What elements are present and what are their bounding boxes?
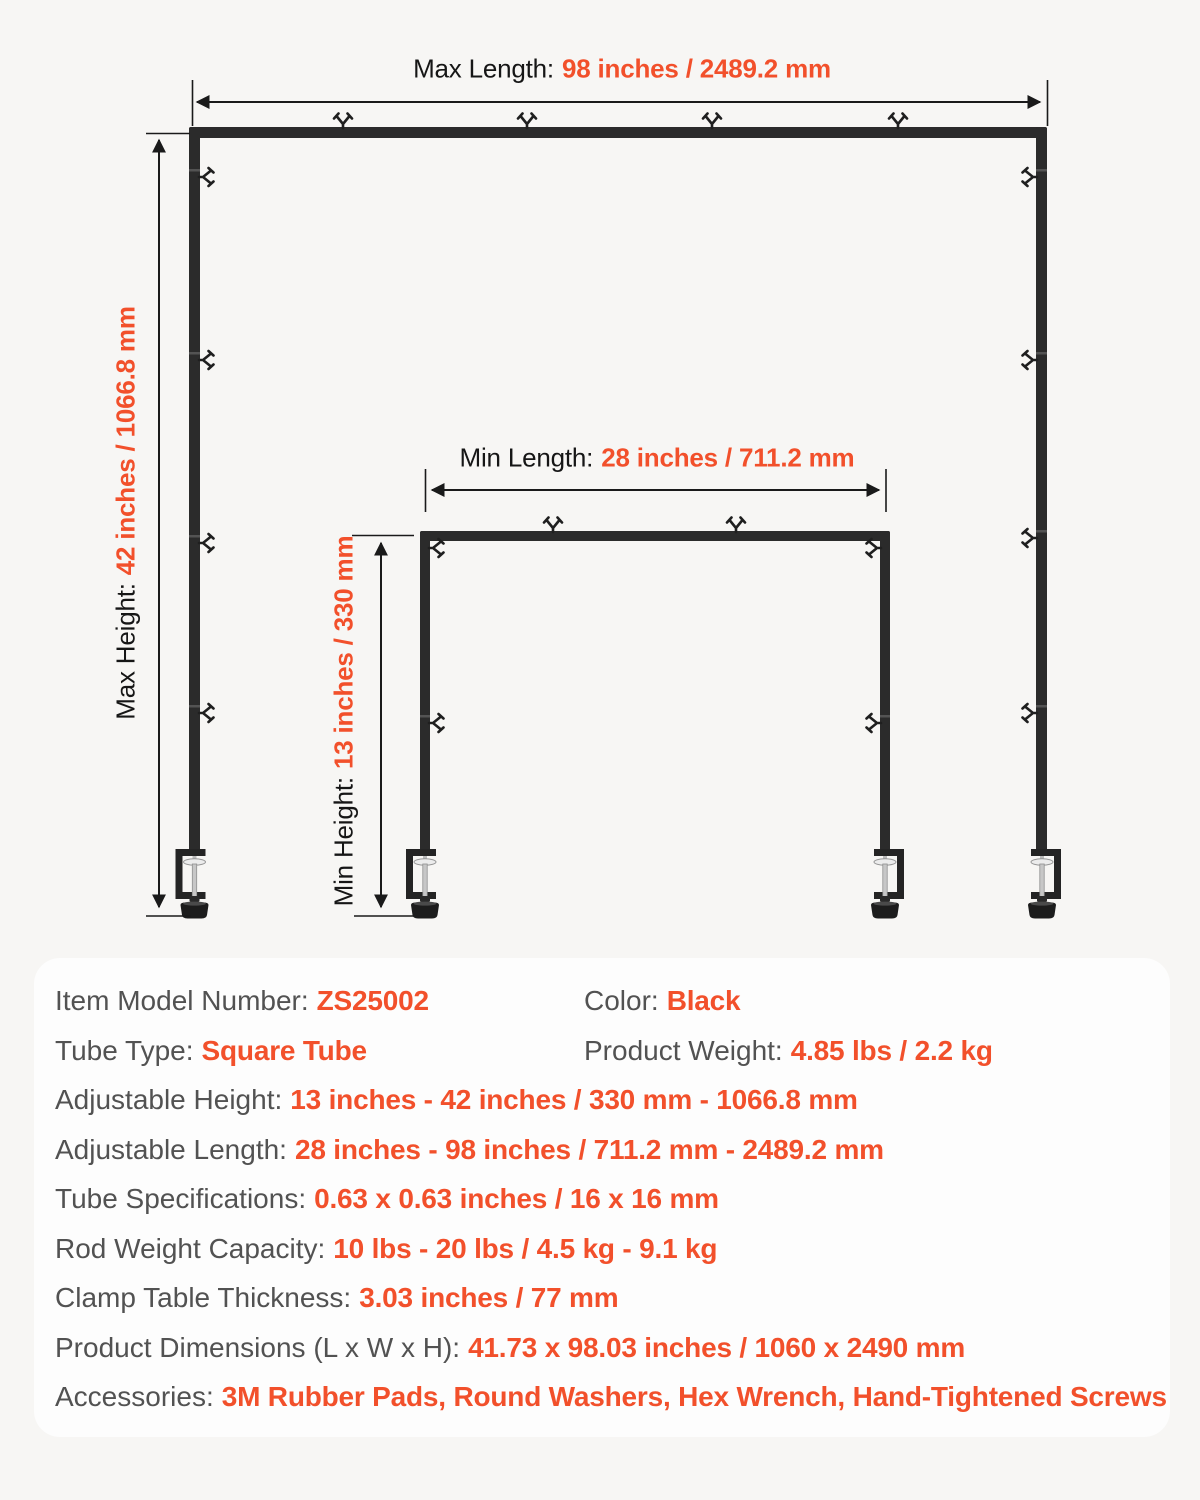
- min-length-dimension-label: [460, 443, 855, 474]
- thumb-screw-icon: [703, 114, 721, 129]
- spec-label: Tube Specifications:: [55, 1183, 307, 1214]
- thumb-screw-icon: [1023, 529, 1038, 547]
- table-clamp-icon: [410, 853, 440, 919]
- table-clamp-icon: [179, 853, 209, 919]
- dimension-value: 28 inches / 711.2 mm: [601, 442, 855, 473]
- spec-label: Product Dimensions (L x W x H):: [55, 1331, 461, 1363]
- spec-label: Accessories:: [55, 1381, 214, 1412]
- table-clamp-icon: [871, 853, 901, 919]
- dimension-value: 98 inches / 2489.2 mm: [561, 53, 831, 84]
- max-length-dimension-label: [413, 54, 831, 85]
- spec-value: 4.85 lbs / 2.2 kg: [790, 1034, 993, 1066]
- spec-value: ZS25002: [316, 985, 429, 1016]
- thumb-screw-icon: [727, 518, 745, 533]
- spec-label: Product Weight:: [584, 1034, 783, 1066]
- dimension-lines: [146, 80, 1048, 916]
- thumb-screw-icon: [867, 714, 882, 732]
- min-height-dimension-label: [329, 536, 360, 907]
- dimension-label: Max Height:: [110, 583, 141, 720]
- table-clamp-icon: [1028, 853, 1058, 919]
- spec-row: [55, 1075, 1170, 1125]
- spec-value: Black: [666, 985, 741, 1016]
- spec-label: Tube Type:: [55, 1034, 194, 1066]
- spec-row: [55, 1372, 1170, 1422]
- spec-value: 13 inches - 42 inches / 330 mm - 1066.8 mm: [290, 1084, 858, 1115]
- thumb-screw-icon: [867, 539, 882, 557]
- dimension-label: Min Height:: [328, 777, 359, 907]
- dimension-value: 42 inches / 1066.8 mm: [110, 306, 141, 576]
- spec-row: [55, 1174, 1170, 1224]
- thumb-screw-icon: [199, 704, 214, 722]
- spec-label: Adjustable Height:: [55, 1084, 283, 1115]
- spec-row: [55, 976, 1170, 1026]
- spec-item: [55, 1035, 367, 1066]
- spec-value: 41.73 x 98.03 inches / 1060 x 2490 mm: [468, 1331, 966, 1363]
- spec-row: [55, 1323, 1170, 1373]
- thumb-screw-icon: [1023, 351, 1038, 369]
- spec-label: Rod Weight Capacity:: [55, 1232, 326, 1264]
- spec-value: 28 inches - 98 inches / 711.2 mm - 2489.2 mm: [294, 1133, 884, 1165]
- thumb-screw-icon: [429, 539, 444, 557]
- spec-panel: [34, 958, 1170, 1437]
- thumb-screw-icon: [889, 114, 907, 129]
- spec-label: Item Model Number:: [55, 985, 309, 1016]
- max-height-dimension-label: [111, 306, 142, 720]
- spec-row: [55, 1125, 1170, 1175]
- spec-row: [55, 1026, 1170, 1076]
- spec-value: 10 lbs - 20 lbs / 4.5 kg - 9.1 kg: [333, 1232, 718, 1264]
- spec-row: [55, 1224, 1170, 1274]
- spec-label: Color:: [584, 985, 659, 1016]
- dimension-label: Min Length:: [459, 442, 594, 473]
- dimension-label: Max Length:: [413, 53, 554, 84]
- thumb-screw-icon: [334, 114, 352, 129]
- dimension-value: 13 inches / 330 mm: [328, 535, 359, 770]
- thumb-screw-icon: [1023, 704, 1038, 722]
- spec-label: Adjustable Length:: [55, 1133, 287, 1165]
- spec-row: [55, 1273, 1170, 1323]
- min-frame: [420, 531, 890, 852]
- spec-value: 0.63 x 0.63 inches / 16 x 16 mm: [314, 1183, 719, 1214]
- spec-item: [584, 1026, 993, 1076]
- spec-value: Square Tube: [201, 1034, 367, 1066]
- thumb-screw-icons: [199, 114, 1037, 733]
- thumb-screw-icon: [544, 518, 562, 533]
- spec-value: 3M Rubber Pads, Round Washers, Hex Wrench, Hand-Tightened Screws: [221, 1381, 1167, 1412]
- spec-item: [584, 976, 740, 1026]
- thumb-screw-icon: [199, 168, 214, 186]
- spec-item: [55, 985, 429, 1016]
- thumb-screw-icon: [429, 714, 444, 732]
- spec-label: Clamp Table Thickness:: [55, 1282, 352, 1313]
- thumb-screw-icon: [1023, 168, 1038, 186]
- thumb-screw-icon: [518, 114, 536, 129]
- spec-value: 3.03 inches / 77 mm: [359, 1282, 619, 1313]
- thumb-screw-icon: [199, 534, 214, 552]
- thumb-screw-icon: [199, 351, 214, 369]
- table-clamp-icons: [179, 853, 1058, 919]
